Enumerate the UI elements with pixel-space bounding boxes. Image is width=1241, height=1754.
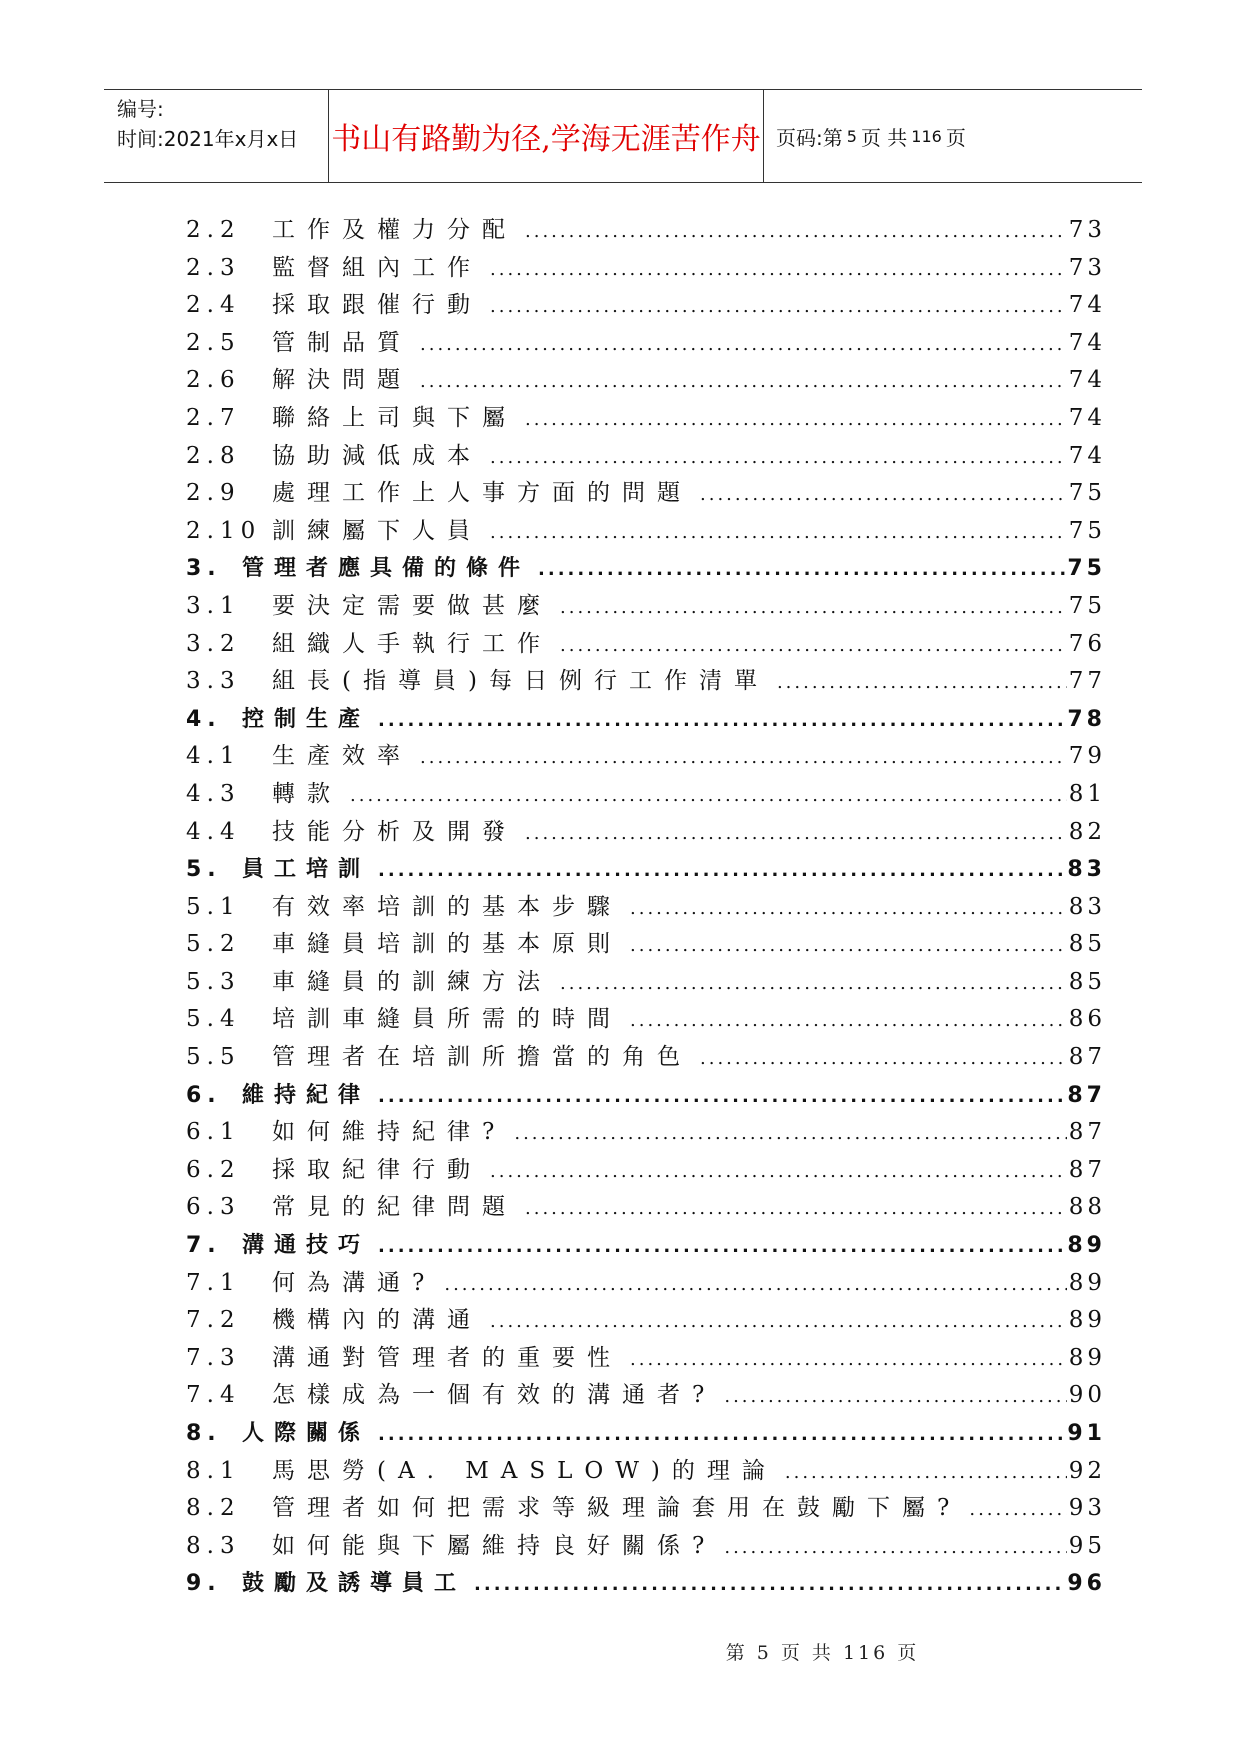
- toc-entry-number: 5.: [186, 857, 222, 883]
- toc-entry-title: 溝通對管理者的重要性: [272, 1344, 622, 1371]
- toc-dot-leader: [370, 1416, 1065, 1453]
- toc-section-entry[interactable]: [186, 964, 1106, 1002]
- toc-dot-leader: [482, 1153, 1067, 1190]
- toc-entry-page: 91: [1067, 1421, 1106, 1446]
- toc-entry-page: 87: [1068, 1119, 1106, 1146]
- toc-dot-leader: [552, 589, 1067, 626]
- toc-dot-leader: [769, 664, 1067, 701]
- toc-dot-leader: [482, 288, 1067, 325]
- toc-dot-leader: [716, 1529, 1066, 1566]
- toc-entry-title: 人際關係: [242, 1421, 371, 1446]
- toc-dot-leader: [482, 439, 1067, 476]
- header-meta: [117, 94, 298, 154]
- toc-section-entry[interactable]: [186, 513, 1106, 551]
- toc-dot-leader: [370, 1228, 1065, 1265]
- toc-entry-number: 2.2: [186, 217, 241, 243]
- toc-entry-page: 75: [1068, 592, 1106, 619]
- toc-entry-page: 86: [1068, 1006, 1106, 1033]
- toc-entry-page: 96: [1067, 1571, 1106, 1597]
- toc-chapter-entry[interactable]: [186, 701, 1106, 739]
- toc-section-entry[interactable]: [186, 814, 1106, 852]
- toc-section-entry[interactable]: [186, 212, 1106, 250]
- toc-entry-page: 74: [1068, 367, 1106, 394]
- toc-section-entry[interactable]: [186, 1340, 1106, 1378]
- header-motto: 书山有路勤为径,学海无涯苦作舟: [331, 122, 761, 157]
- toc-entry-title: 監督組內工作: [272, 254, 482, 281]
- toc-entry-page: 76: [1068, 630, 1106, 657]
- toc-entry-page: 85: [1068, 968, 1106, 995]
- toc-dot-leader: [961, 1491, 1066, 1528]
- toc-section-entry[interactable]: [186, 287, 1106, 325]
- toc-entry-title: 車縫員培訓的基本原則: [272, 931, 622, 958]
- toc-dot-leader: [777, 1454, 1067, 1491]
- toc-dot-leader: [622, 1341, 1067, 1378]
- toc-section-entry[interactable]: [186, 1302, 1106, 1340]
- toc-entry-number: 5.2: [186, 931, 241, 958]
- toc-entry-title: 何為溝通?: [272, 1269, 437, 1296]
- toc-entry-number: 2.8: [186, 442, 241, 469]
- toc-entry-number: 4.3: [186, 780, 241, 807]
- toc-dot-leader: [466, 1566, 1065, 1603]
- toc-dot-leader: [506, 1115, 1066, 1152]
- toc-dot-leader: [370, 1078, 1065, 1115]
- toc-entry-number: 5.4: [186, 1006, 241, 1033]
- toc-entry-page: 75: [1068, 517, 1106, 544]
- toc-section-entry[interactable]: [186, 663, 1106, 701]
- toc-entry-title: 要決定需要做甚麼: [272, 592, 552, 619]
- toc-entry-page: 87: [1068, 1044, 1106, 1071]
- toc-dot-leader: [622, 890, 1067, 927]
- toc-entry-title: 員工培訓: [242, 857, 371, 883]
- toc-entry-title: 有效率培訓的基本步驟: [272, 893, 622, 920]
- toc-dot-leader: [412, 739, 1067, 776]
- toc-entry-title: 控制生產: [242, 706, 371, 732]
- header-motto-box: [330, 90, 762, 182]
- toc-section-entry[interactable]: [186, 325, 1106, 363]
- toc-section-entry[interactable]: [186, 362, 1106, 400]
- page-header: [104, 89, 1142, 183]
- toc-entry-title: 採取紀律行動: [272, 1156, 482, 1183]
- toc-entry-page: 92: [1068, 1457, 1106, 1484]
- toc-entry-page: 83: [1068, 893, 1106, 920]
- toc-entry-number: 7.2: [186, 1307, 241, 1334]
- toc-entry-number: 2.10: [186, 517, 262, 544]
- toc-entry-title: 組長(指導員)每日例行工作清單: [272, 668, 769, 695]
- toc-entry-title: 處理工作上人事方面的問題: [272, 480, 692, 507]
- toc-section-entry[interactable]: [186, 438, 1106, 476]
- toc-entry-page: 79: [1068, 743, 1106, 770]
- toc-entry-title: 管制品質: [272, 329, 412, 356]
- toc-section-entry[interactable]: [186, 1039, 1106, 1077]
- toc-entry-title: 溝通技巧: [242, 1233, 371, 1259]
- toc-section-entry[interactable]: [186, 926, 1106, 964]
- toc-entry-number: 6.: [186, 1082, 222, 1108]
- toc-entry-number: 2.3: [186, 254, 241, 281]
- toc-dot-leader: [692, 1040, 1067, 1077]
- toc-section-entry[interactable]: [186, 250, 1106, 288]
- toc-entry-title: 管理者在培訓所擔當的角色: [272, 1044, 692, 1071]
- toc-entry-number: 3.3: [186, 668, 241, 695]
- toc-entry-title: 怎樣成為一個有效的溝通者?: [272, 1382, 717, 1409]
- toc-dot-leader: [412, 363, 1067, 400]
- toc-chapter-entry[interactable]: [186, 1077, 1106, 1115]
- time-label: 时间:2021年x月x日: [117, 127, 299, 151]
- toc-section-entry[interactable]: [186, 1453, 1106, 1491]
- toc-dot-leader: [692, 476, 1067, 513]
- toc-entry-number: 2.6: [186, 367, 241, 394]
- toc-section-entry[interactable]: [186, 738, 1106, 776]
- toc-entry-page: 82: [1068, 818, 1106, 845]
- toc-entry-page: 89: [1067, 1233, 1106, 1259]
- toc-entry-number: 4.: [186, 706, 222, 732]
- footer-page-number: 第 5 页 共 116 页: [725, 1642, 920, 1664]
- toc-section-entry[interactable]: [186, 1490, 1106, 1528]
- toc-dot-leader: [517, 815, 1067, 852]
- toc-entry-number: 7.3: [186, 1344, 241, 1371]
- toc-entry-title: 馬思勞(A. MASLOW)的理論: [272, 1457, 777, 1484]
- page-suffix: 页: [945, 125, 966, 150]
- toc-section-entry[interactable]: [186, 1189, 1106, 1227]
- header-page-number: [776, 90, 966, 182]
- toc-entry-number: 6.2: [186, 1156, 241, 1183]
- toc-entry-number: 5.3: [186, 968, 241, 995]
- toc-dot-leader: [716, 1378, 1066, 1415]
- toc-entry-title: 組織人手執行工作: [272, 630, 552, 657]
- toc-dot-leader: [342, 777, 1067, 814]
- table-of-contents: [186, 212, 1106, 1603]
- toc-entry-number: 3.: [186, 556, 222, 582]
- toc-entry-title: 常見的紀律問題: [272, 1194, 517, 1221]
- toc-entry-number: 4.4: [186, 818, 241, 845]
- toc-entry-page: 74: [1068, 404, 1106, 431]
- toc-chapter-entry[interactable]: [186, 851, 1106, 889]
- serial-number-label: 编号:: [117, 97, 164, 121]
- toc-entry-page: 90: [1068, 1382, 1106, 1409]
- toc-entry-number: 8.1: [186, 1457, 241, 1484]
- toc-entry-page: 75: [1067, 556, 1106, 582]
- toc-entry-title: 如何維持紀律?: [272, 1119, 507, 1146]
- toc-entry-page: 85: [1068, 931, 1106, 958]
- toc-chapter-entry[interactable]: [186, 1227, 1106, 1265]
- toc-dot-leader: [370, 702, 1065, 739]
- toc-section-entry[interactable]: [186, 1001, 1106, 1039]
- toc-entry-number: 3.2: [186, 630, 241, 657]
- toc-section-entry[interactable]: [186, 626, 1106, 664]
- header-divider: [328, 90, 329, 182]
- toc-entry-page: 74: [1068, 329, 1106, 356]
- toc-entry-number: 7.: [186, 1233, 222, 1259]
- toc-chapter-entry[interactable]: [186, 1565, 1106, 1603]
- toc-dot-leader: [482, 1303, 1067, 1340]
- toc-entry-title: 訓練屬下人員: [272, 517, 482, 544]
- toc-entry-page: 73: [1068, 217, 1106, 243]
- toc-dot-leader: [370, 852, 1065, 889]
- toc-entry-number: 5.5: [186, 1044, 241, 1071]
- toc-section-entry[interactable]: [186, 776, 1106, 814]
- toc-dot-leader: [517, 213, 1067, 250]
- toc-entry-title: 轉款: [272, 780, 342, 807]
- toc-entry-number: 8.: [186, 1421, 222, 1446]
- page-prefix: 页码:第: [776, 125, 843, 150]
- toc-entry-page: 87: [1067, 1082, 1106, 1108]
- header-divider: [763, 90, 764, 182]
- toc-section-entry[interactable]: [186, 1152, 1106, 1190]
- toc-entry-title: 聯絡上司與下屬: [272, 404, 517, 431]
- toc-entry-page: 87: [1068, 1156, 1106, 1183]
- toc-entry-number: 9.: [186, 1571, 222, 1597]
- toc-entry-number: 5.1: [186, 893, 241, 920]
- toc-entry-page: 74: [1068, 292, 1106, 319]
- toc-entry-number: 3.1: [186, 592, 241, 619]
- toc-entry-page: 83: [1067, 857, 1106, 883]
- toc-entry-number: 6.3: [186, 1194, 241, 1221]
- toc-entry-title: 解決問題: [272, 367, 412, 394]
- page-current: 5: [846, 126, 857, 146]
- toc-entry-title: 培訓車縫員所需的時間: [272, 1006, 622, 1033]
- toc-entry-title: 生產效率: [272, 743, 412, 770]
- toc-entry-number: 2.9: [186, 480, 241, 507]
- toc-entry-page: 88: [1068, 1194, 1106, 1221]
- toc-entry-number: 4.1: [186, 743, 241, 770]
- toc-entry-page: 89: [1068, 1269, 1106, 1296]
- toc-entry-page: 89: [1068, 1307, 1106, 1334]
- toc-entry-title: 技能分析及開發: [272, 818, 517, 845]
- toc-dot-leader: [622, 1002, 1067, 1039]
- toc-entry-title: 維持紀律: [242, 1082, 371, 1108]
- toc-dot-leader: [436, 1266, 1066, 1303]
- toc-section-entry[interactable]: [186, 1377, 1106, 1415]
- toc-entry-number: 7.1: [186, 1269, 241, 1296]
- toc-entry-page: 73: [1068, 254, 1106, 281]
- toc-entry-title: 管理者如何把需求等級理論套用在鼓勵下屬?: [272, 1495, 962, 1522]
- toc-entry-number: 8.2: [186, 1495, 241, 1522]
- toc-dot-leader: [622, 927, 1067, 964]
- toc-entry-number: 8.3: [186, 1532, 241, 1559]
- toc-section-entry[interactable]: [186, 1528, 1106, 1566]
- toc-entry-title: 如何能與下屬維持良好關係?: [272, 1532, 717, 1559]
- toc-entry-page: 89: [1068, 1344, 1106, 1371]
- toc-entry-number: 7.4: [186, 1382, 241, 1409]
- toc-section-entry[interactable]: [186, 400, 1106, 438]
- toc-entry-title: 鼓勵及誘導員工: [242, 1571, 467, 1597]
- toc-dot-leader: [552, 965, 1067, 1002]
- toc-entry-title: 車縫員的訓練方法: [272, 968, 552, 995]
- page-mid: 页 共: [860, 125, 908, 150]
- toc-entry-page: 93: [1068, 1495, 1106, 1522]
- page-footer: [0, 1638, 1241, 1665]
- toc-entry-title: 機構內的溝通: [272, 1307, 482, 1334]
- toc-entry-page: 81: [1068, 780, 1106, 807]
- toc-dot-leader: [482, 514, 1067, 551]
- toc-entry-title: 工作及權力分配: [272, 217, 517, 243]
- toc-entry-title: 管理者應具備的條件: [242, 556, 531, 582]
- toc-chapter-entry[interactable]: [186, 1415, 1106, 1453]
- toc-entry-title: 協助減低成本: [272, 442, 482, 469]
- toc-entry-page: 75: [1068, 480, 1106, 507]
- toc-section-entry[interactable]: [186, 588, 1106, 626]
- toc-chapter-entry[interactable]: [186, 550, 1106, 588]
- toc-entry-number: 2.4: [186, 292, 241, 319]
- toc-dot-leader: [517, 1190, 1067, 1227]
- toc-section-entry[interactable]: [186, 1114, 1106, 1152]
- toc-entry-number: 2.7: [186, 404, 241, 431]
- toc-dot-leader: [552, 627, 1067, 664]
- toc-section-entry[interactable]: [186, 475, 1106, 513]
- toc-dot-leader: [482, 251, 1067, 288]
- toc-dot-leader: [517, 401, 1067, 438]
- toc-entry-page: 78: [1067, 706, 1106, 732]
- page-total: 116: [911, 126, 942, 146]
- toc-section-entry[interactable]: [186, 1265, 1106, 1303]
- toc-entry-page: 74: [1068, 442, 1106, 469]
- toc-entry-number: 6.1: [186, 1119, 241, 1146]
- toc-dot-leader: [412, 326, 1067, 363]
- toc-entry-number: 2.5: [186, 329, 241, 356]
- toc-entry-page: 77: [1068, 668, 1106, 695]
- toc-section-entry[interactable]: [186, 889, 1106, 927]
- toc-entry-title: 採取跟催行動: [272, 292, 482, 319]
- toc-dot-leader: [530, 551, 1065, 588]
- toc-entry-page: 95: [1068, 1532, 1106, 1559]
